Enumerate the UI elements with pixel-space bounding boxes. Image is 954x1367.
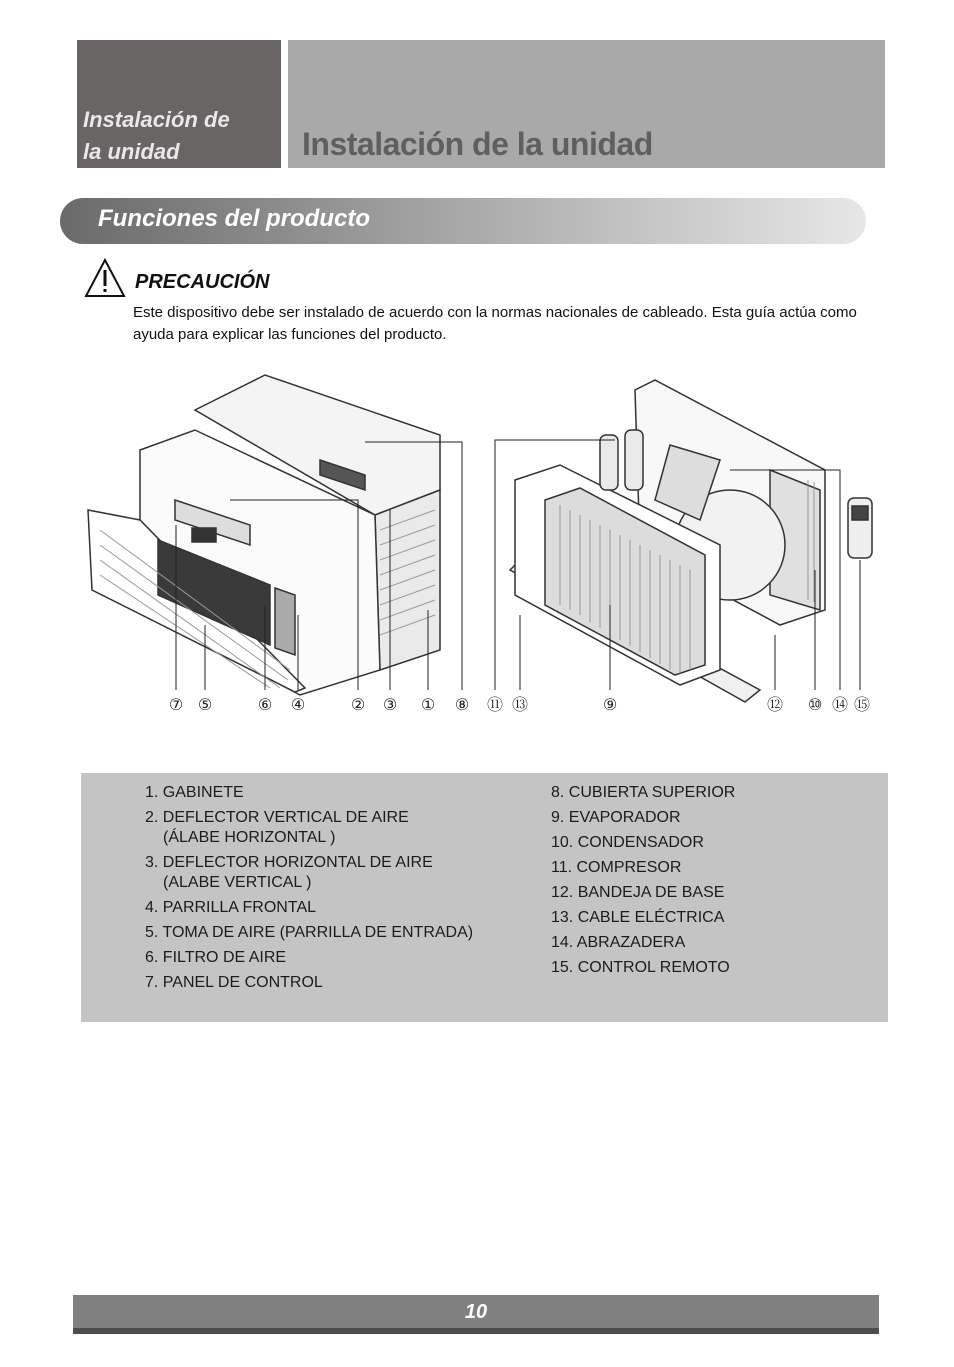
callout-3: ③ — [382, 695, 398, 714]
list-item: 14. ABRAZADERA — [551, 934, 686, 951]
parts-list-box — [81, 773, 888, 1022]
parts-list-left — [145, 783, 473, 998]
callout-11: ⑪ — [486, 695, 504, 714]
callout-12: ⑫ — [766, 695, 784, 714]
callout-13: ⑬ — [511, 695, 529, 714]
list-item: 2. DEFLECTOR VERTICAL DE AIRE (ÁLABE HORIZONTAL ) — [145, 809, 409, 846]
callout-6: ⑥ — [257, 695, 273, 714]
list-item: 4. PARRILLA FRONTAL — [145, 899, 317, 916]
header-title-bar — [288, 40, 885, 168]
list-item: 1. GABINETE — [145, 784, 244, 801]
footer-divider — [73, 1328, 879, 1334]
list-item: 10. CONDENSADOR — [551, 834, 704, 851]
list-item: 9. EVAPORADOR — [551, 809, 681, 826]
callout-7: ⑦ — [168, 695, 184, 714]
list-item: 7. PANEL DE CONTROL — [145, 974, 323, 991]
list-item: 3. DEFLECTOR HORIZONTAL DE AIRE (ALABE VERTICAL ) — [145, 854, 433, 891]
warning-triangle-icon — [84, 258, 126, 298]
callout-4: ④ — [290, 695, 306, 714]
list-item: 15. CONTROL REMOTO — [551, 959, 730, 976]
list-item: 12. BANDEJA DE BASE — [551, 884, 725, 901]
list-item: 13. CABLE ELÉCTRICA — [551, 909, 725, 926]
product-diagram — [80, 370, 880, 720]
page-number: 10 — [464, 1301, 488, 1323]
chassis-illustration — [510, 380, 872, 702]
callout-14: ⑭ — [831, 695, 849, 714]
parts-list-right — [551, 783, 735, 983]
callout-9: ⑨ — [602, 695, 618, 714]
front-unit-illustration — [88, 375, 440, 695]
callout-2: ② — [350, 695, 366, 714]
caution-title: PRECAUCIÓN — [135, 271, 270, 293]
callout-8: ⑧ — [454, 695, 470, 714]
section-title: Funciones del producto — [98, 205, 371, 232]
callout-5: ⑤ — [197, 695, 213, 714]
page-title: Instalación de la unidad — [302, 126, 653, 162]
list-item: 11. COMPRESOR — [551, 859, 682, 876]
caution-text: Este dispositivo debe ser instalado de acuerdo con la normas nacionales de cableado. Esta guía actúa como ayuda para explicar las funciones del producto. — [133, 304, 857, 343]
section-label: Instalación de la unidad — [83, 107, 230, 164]
section-bar — [60, 198, 866, 244]
header-section-tab — [77, 40, 281, 168]
list-item: 8. CUBIERTA SUPERIOR — [551, 784, 736, 801]
callout-1: ① — [420, 695, 436, 714]
list-item: 6. FILTRO DE AIRE — [145, 949, 287, 966]
footer-bar — [73, 1295, 879, 1328]
list-item: 5. TOMA DE AIRE (PARRILLA DE ENTRADA) — [145, 924, 474, 941]
callout-10: ⑩ — [807, 695, 823, 714]
callout-15: ⑮ — [853, 695, 871, 714]
